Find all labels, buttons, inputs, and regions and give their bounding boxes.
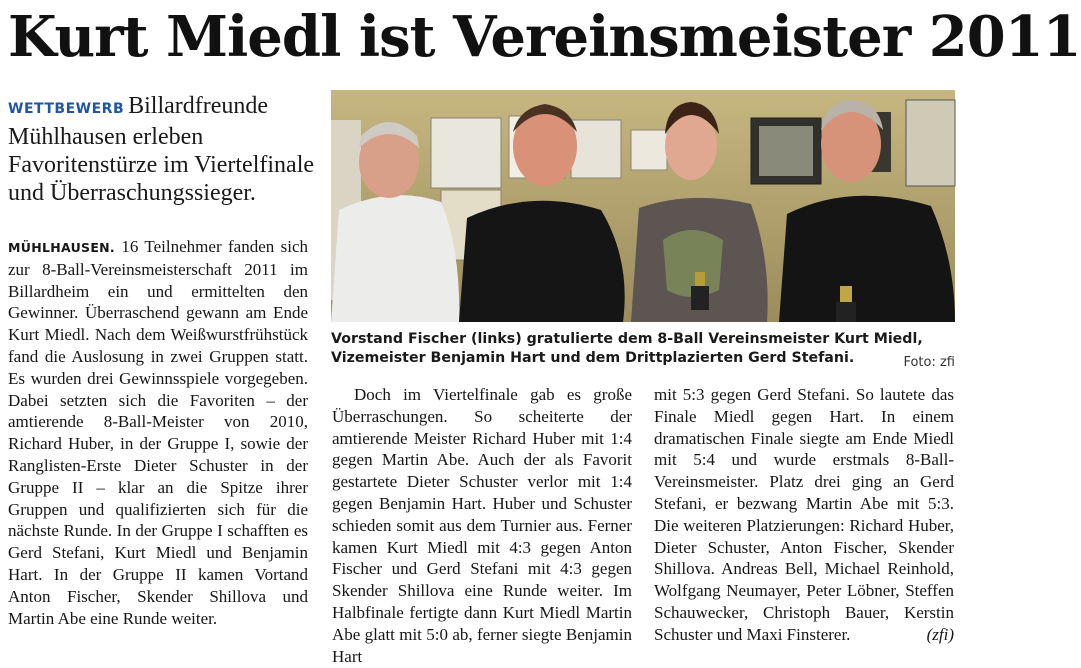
- dateline: MÜHLHAUSEN.: [8, 240, 115, 255]
- photo-illustration: [331, 90, 955, 322]
- dek-text: Billardfreunde Mühlhausen erleben Favoritenstürze im Viertelfinale und Überraschungssieger.: [8, 93, 315, 206]
- article-photo: [331, 90, 955, 322]
- headline: Kurt Miedl ist Vereinsmeister 2011: [8, 4, 1081, 70]
- article-column-1: [8, 236, 308, 629]
- article-column-3: [654, 384, 954, 646]
- column-1-text: 16 Teilnehmer fanden sich zur 8-Ball-Vereinsmeisterschaft 2011 im Billardheim ein und ermittelten den Gewinner. Überraschend gewann am Ende Kurt Miedl. Nach dem Weißwurstfrühstück fand die Auslosung in zwei Gruppen statt. Es wurden drei Gewinnsspiele vorgegeben. Dabei setzten sich die Favoriten – der amtierende 8-Ball-Meister von 2010, Richard Huber, in der Gruppe I, sowie der Ranglisten-Erste Dieter Schuster in der Gruppe II – klar an die Spitze ihrer Gruppen und qualifizierten sich für die nächste Runde. In der Gruppe I schafften es Gerd Stefani, Kurt Miedl und Benjamin Hart. In der Gruppe II kamen Vortand Anton Fischer, Skender Shillova und Martin Abe eine Runde weiter.: [8, 237, 309, 628]
- dek: [8, 92, 318, 207]
- author-initials: (zfi): [926, 624, 954, 644]
- column-2-text: Doch im Viertelfinale gab es große Überraschungen. So scheiterte der amtierende Meister Richard Huber mit 1:4 gegen Martin Abe. Auch der als Favorit gestartete Dieter Schuster verlor mit 1:4 gegen Benjamin Hart. Huber und Schuster schieden somit aus dem Turnier aus. Ferner kamen Kurt Miedl mit 4:3 gegen Anton Fischer und Gerd Stefani mit 4:3 gegen Skender Shillova eine Runde weiter. Im Halbfinale fertigte dann Kurt Miedl Martin Abe glatt mit 5:0 ab, ferner siegte Benjamin Hart: [332, 385, 632, 666]
- kicker-label: WETTBEWERB: [8, 101, 125, 117]
- photo-credit: Foto: zfi: [903, 355, 955, 370]
- photo-caption: Vorstand Fischer (links) gratulierte dem 8-Ball Vereinsmeister Kurt Miedl, Vizemeister Benjamin Hart und dem Drittplazierten Gerd Stefani.: [331, 331, 923, 366]
- column-3-text: mit 5:3 gegen Gerd Stefani. So lautete das Finale Miedl gegen Hart. In einem dramatischen Finale siegte am Ende Miedl mit 5:4 und wurde erstmals 8-Ball-Vereinsmeister. Platz drei ging an Gerd Stefani, er bezwang Martin Abe mit 5:3. Die weiteren Platzierungen: Richard Huber, Dieter Schuster, Anton Fischer, Skender Shillova. Andreas Bell, Michael Reinhold, Wolfgang Neumayer, Peter Löbner, Steffen Schauwecker, Christoph Bauer, Kerstin Schuster und Maxi Finsterer.: [654, 385, 954, 644]
- article-column-2: [332, 384, 632, 667]
